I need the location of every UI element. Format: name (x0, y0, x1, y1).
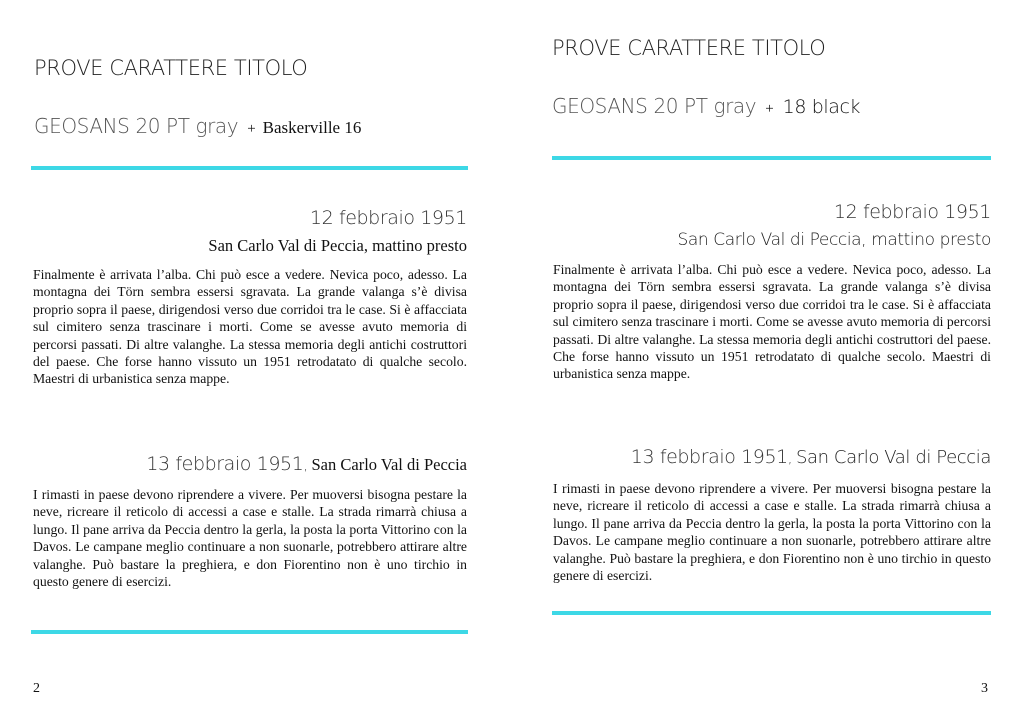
entry-heading (146, 453, 467, 475)
subtitle-gray-part: GEOSANS 20 PT gray (34, 114, 239, 138)
subtitle-plus: + (247, 121, 256, 137)
entry-date: 13 febbraio 1951 (630, 446, 788, 468)
entry-place: San Carlo Val di Peccia, mattino presto (677, 230, 991, 250)
subtitle-black-part: 18 black (782, 96, 861, 118)
subtitle-plus: + (765, 101, 774, 117)
subtitle-black-part: Baskerville 16 (262, 118, 362, 137)
entry-date: 13 febbraio 1951 (146, 453, 304, 475)
entry-body: Finalmente è arrivata l’alba. Chi può esce a vedere. Nevica poco, adesso. La montagna dei Törn sembra essersi sgravata. La grande valanga s’è divisa proprio sopra il paese, dirigendosi verso due corridoi tra le case. Si è affacciata sul cimitero senza trascinare i morti. Come se avesse avuto memoria di percorsi passati. Di altre valanghe. La stessa memoria degli antichi costruttori del paese. Che forse hanno vissuto un 1951 retrodatato di qualche secolo. Maestri di urbanistica senza mappe. (33, 267, 467, 387)
entry-separator: , (787, 451, 792, 467)
font-spec-subtitle (552, 94, 860, 119)
page-title: PROVE CARATTERE TITOLO (552, 36, 826, 60)
accent-rule-bottom (552, 611, 991, 615)
page-number: 3 (981, 681, 988, 696)
font-spec-subtitle (34, 114, 361, 139)
accent-rule-top (552, 156, 991, 160)
accent-rule-top (31, 166, 468, 170)
entry-body: I rimasti in paese devono riprendere a vivere. Per muoversi bisogna pestare la neve, ricreare il reticolo di accessi a case e stalle. La strada rimarrà chiusa a lungo. Il pane arriva da Peccia dentro la gerla, la posta la porta Vittorino con la Davos. Le campane meglio continuare a non suonarle, potrebbero attirare altre valanghe. Può bastare la preghiera, e don Fiorentino non è uno tirchio in questo genere di esercizi. (553, 481, 991, 584)
entry-body: Finalmente è arrivata l’alba. Chi può esce a vedere. Nevica poco, adesso. La montagna dei Törn sembra essersi sgravata. La grande valanga s’è divisa proprio sopra il paese, dirigendosi verso due corridoi tra le case. Si è affacciata sul cimitero senza trascinare i morti. Come se avesse avuto memoria di percorsi passati. Di altre valanghe. La stessa memoria degli antichi costruttori del paese. Che forse hanno vissuto un 1951 retrodatato di qualche secolo. Maestri di urbanistica senza mappe. (553, 262, 991, 382)
entry-place: San Carlo Val di Peccia, mattino presto (208, 236, 467, 255)
entry-place: San Carlo Val di Peccia (795, 447, 991, 468)
entry-body: I rimasti in paese devono riprendere a vivere. Per muoversi bisogna pestare la neve, ricreare il reticolo di accessi a case e stalle. La strada rimarrà chiusa a lungo. Il pane arriva da Peccia dentro la gerla, la posta la porta Vittorino con la Davos. Le campane meglio continuare a non suonarle, potrebbero attirare altre valanghe. Può bastare la preghiera, e don Fiorentino non è uno tirchio in questo genere di esercizi. (33, 487, 467, 590)
entry-separator: , (303, 458, 308, 474)
entry-heading (631, 446, 991, 468)
entry-date: 12 febbraio 1951 (309, 207, 467, 229)
page-number: 2 (33, 681, 40, 696)
accent-rule-bottom (31, 630, 468, 634)
right-page (512, 0, 1024, 717)
entry-date: 12 febbraio 1951 (833, 201, 991, 223)
entry-place: San Carlo Val di Peccia (311, 455, 467, 474)
subtitle-gray-part: GEOSANS 20 PT gray (552, 94, 757, 118)
page-title: PROVE CARATTERE TITOLO (34, 56, 308, 80)
